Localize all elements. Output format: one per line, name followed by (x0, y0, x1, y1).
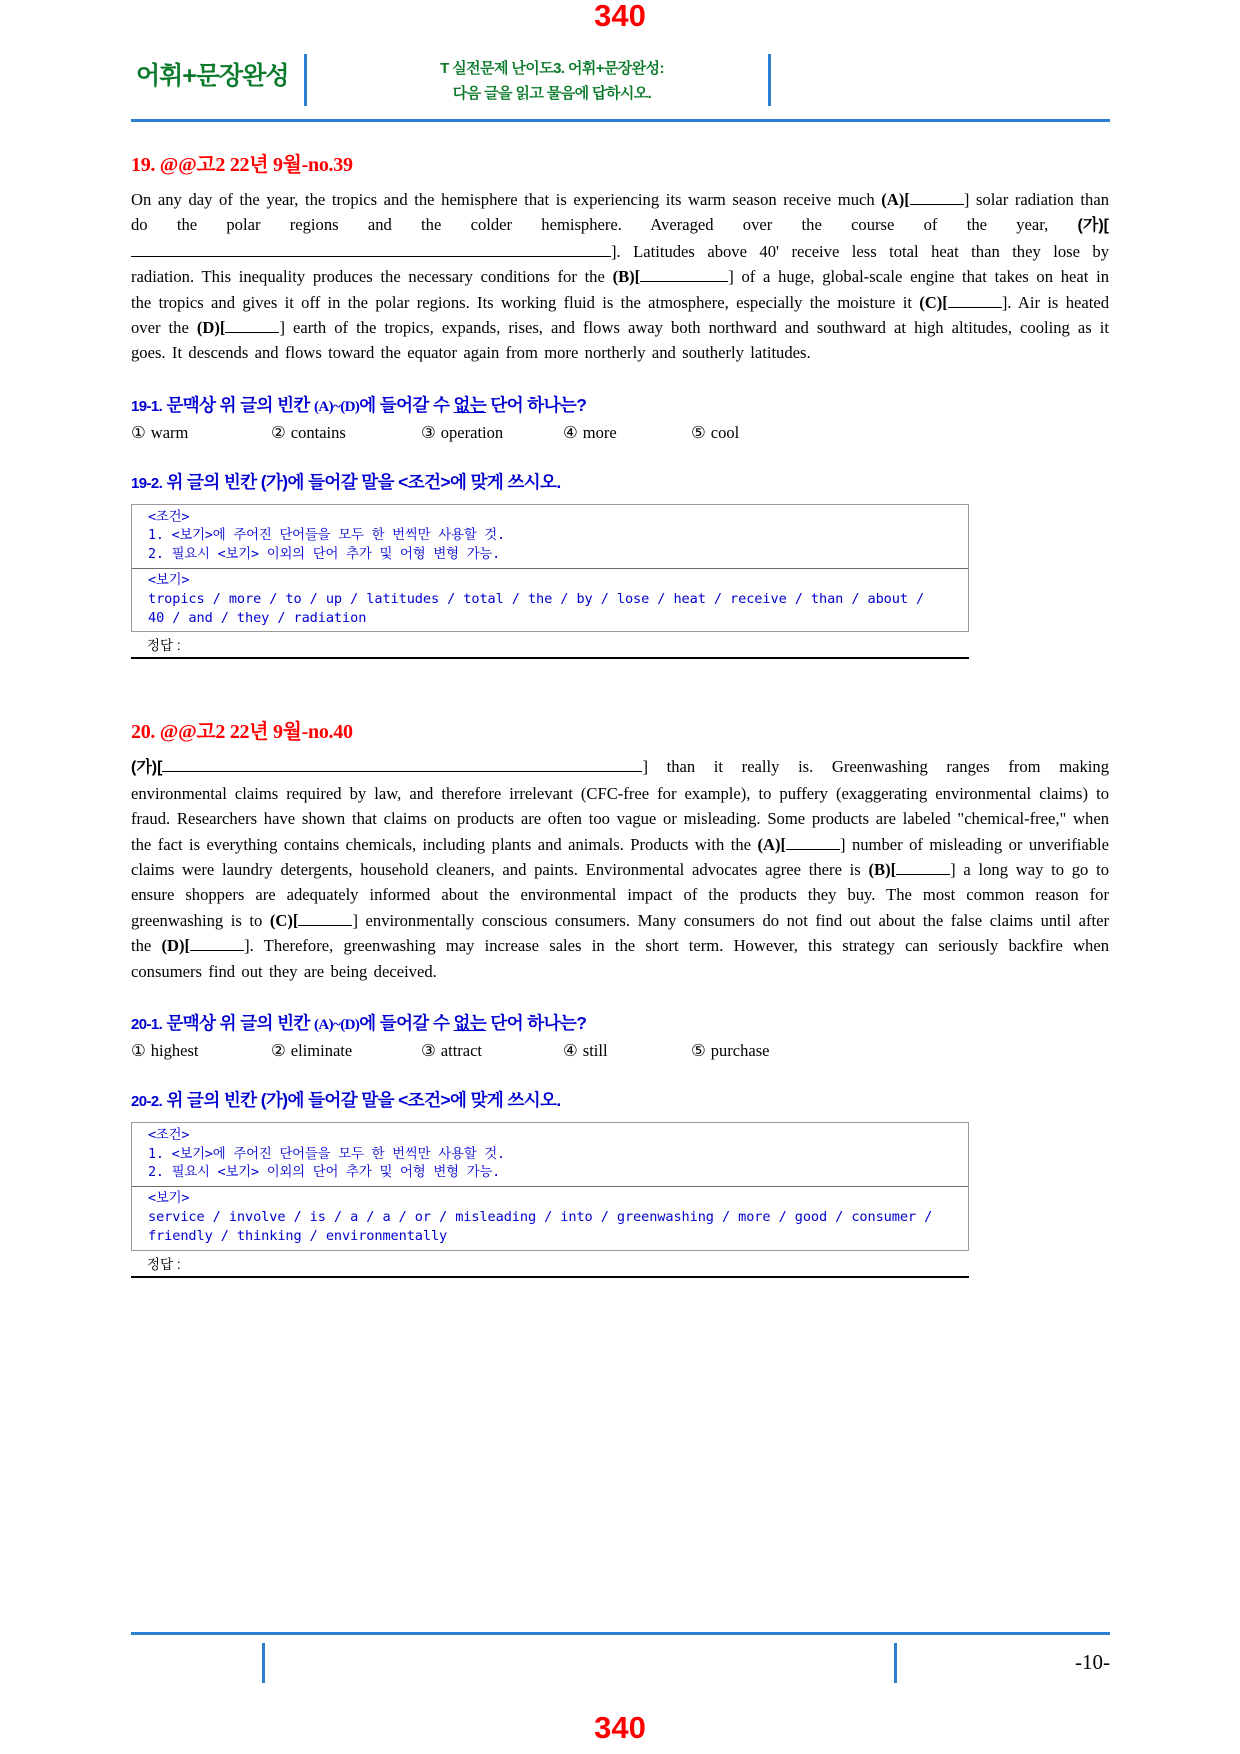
choice-1-label: warm (150, 422, 189, 442)
header-instruction-line1: T 실전문제 난이도3. 어휘+문장완성: (440, 60, 664, 77)
question-19-1-text-mid: 에 들어갈 수 (359, 394, 454, 415)
answer-blank[interactable] (131, 243, 611, 257)
question-20-2-condition-box (131, 1122, 969, 1251)
answer-blank[interactable] (225, 319, 279, 333)
choice-4-number: ④ (563, 422, 578, 442)
choice-1[interactable] (131, 1041, 271, 1061)
choice-1[interactable] (131, 423, 271, 443)
question-20-1-text-after: 단어 하나는? (486, 1013, 587, 1034)
choice-2-label: contains (290, 422, 346, 442)
choice-4[interactable] (563, 423, 691, 443)
bogi-word-list: service / involve / is / a / a / or / misleading / into / greenwashing / more / good / consumer / friendly / thinking / environmentally (148, 1209, 933, 1245)
question-19-1-choices (131, 423, 1109, 443)
answer-blank[interactable] (162, 758, 642, 772)
question-19-1-underlined: 없는 (453, 394, 487, 415)
choice-1-number: ① (131, 422, 146, 442)
condition-item-2: 2. 필요시 <보기> 이외의 단어 추가 및 어형 변형 가능. (148, 547, 501, 563)
choice-5-label: cool (710, 422, 740, 442)
question-19-2-text: 위 글의 빈칸 (가)에 들어갈 말을 <조건>에 맞게 쓰시오. (166, 471, 561, 492)
choice-3-number: ③ (421, 422, 436, 442)
choice-5[interactable] (691, 423, 811, 443)
question-19-passage: On any day of the year, the tropics and the hemisphere that is experiencing its warm season receive much (A)[ ] solar radiation than do the polar regions and the colder hemisphere. Averaged over the course of the year, (가)[]. Latitudes above 40' receive less total heat than they lose by radiation. This inequality produces the necessary conditions for the (B)[ ] of a huge, global-scale engine that takes on heat in the tropics and gives it off in the polar regions. Its working fluid is the atmosphere, especially the moisture it (C)[ ]. Air is heated over the (D)[ ] earth of the tropics, expands, rises, and flows away both northward and southward at high altitudes, cooling as it goes. It descends and flows toward the equator again from more northerly and southerly latitudes. (131, 190, 1110, 363)
condition-section (132, 1123, 968, 1187)
choice-2-label: eliminate (290, 1041, 353, 1061)
choice-3-label: attract (440, 1041, 483, 1061)
question-20-1-number: 20-1. (131, 1016, 163, 1034)
choice-5-label: purchase (710, 1041, 770, 1061)
bogi-title: <보기> (148, 1190, 190, 1206)
content-area (131, 148, 1109, 1278)
header-instruction-line2: 다음 글을 읽고 물음에 답하시오. (452, 85, 652, 102)
question-19-2-condition-box (131, 504, 969, 633)
answer-blank[interactable] (896, 861, 950, 875)
question-20-1-text-before: 문맥상 위 글의 빈칸 (166, 1013, 314, 1034)
bogi-word-list: tropics / more / to / up / latitudes / total / the / by / lose / heat / receive / than / about / 40 / and / they / radiation (148, 591, 925, 626)
question-block-20 (131, 715, 1109, 1277)
choice-2[interactable] (271, 1041, 421, 1061)
bottom-page-number: 340 (594, 1710, 646, 1745)
condition-title: <조건> (148, 509, 190, 525)
question-20-2-answer-row[interactable] (131, 1251, 969, 1278)
question-19-2-answer-row[interactable] (131, 632, 969, 659)
choice-2-number: ② (271, 422, 286, 442)
condition-item-2: 2. 필요시 <보기> 이외의 단어 추가 및 어형 변형 가능. (148, 1165, 501, 1181)
answer-blank[interactable] (948, 294, 1002, 308)
question-20-passage: (가)[ ] than it really is. Greenwashing ranges from making environmental claims required by law, and therefore irrelevant (CFC-free for example), to puffery (exaggerating environmental claims) to fraud. Researchers have shown that claims on products are often too vague or misleading. Some products are labeled "chemical-free," when the fact is everything contains chemicals, including plants and animals. Products with the (A)[ ] number of misleading or unverifiable claims were laundry detergents, household cleaners, and paints. Environmental advocates agree there is (B)[ ] a long way to go to ensure shoppers are adequately informed about the environmental impact of the products they buy. The most common reason for greenwashing is to (C)[ ] environmentally conscious consumers. Many consumers do not find out about the false claims until after the (D)[ ]. Therefore, greenwashing may increase sales in the short term. However, this strategy can seriously backfire when consumers find out they are being deceived. (131, 757, 1109, 981)
blank-label: (D)[ (196, 318, 226, 338)
footer-page-label: -10- (1075, 1650, 1110, 1674)
blank-label: (D)[ (161, 936, 191, 956)
question-20-1-prompt (131, 1010, 1109, 1035)
question-19-1-ref: (A)~(D) (313, 398, 360, 415)
header-subject-title: 어휘+문장완성 (136, 62, 289, 90)
page-header (132, 48, 1108, 116)
footer-rule (131, 1632, 1110, 1635)
question-20-2-number: 20-2. (131, 1093, 163, 1111)
choice-2-number: ② (271, 1041, 286, 1061)
choice-4[interactable] (563, 1041, 691, 1061)
ga-blank-label: (가)[ (131, 759, 163, 777)
footer-tick-left (262, 1643, 265, 1683)
header-divider-left (304, 54, 307, 106)
condition-title: <조건> (148, 1128, 190, 1144)
choice-3[interactable] (421, 1041, 563, 1061)
answer-blank[interactable] (298, 912, 352, 926)
choice-5-number: ⑤ (691, 1041, 706, 1061)
bogi-section (132, 569, 968, 632)
choice-1-number: ① (131, 1041, 146, 1061)
choice-4-label: more (582, 422, 617, 442)
question-19-2-number: 19-2. (131, 474, 163, 492)
choice-4-label: still (582, 1041, 608, 1061)
question-20-heading: 20. @@고2 22년 9월-no.40 (131, 721, 353, 744)
block-spacer (131, 659, 1109, 715)
blank-label: (B)[ (612, 267, 641, 287)
question-20-2-prompt (131, 1087, 1109, 1112)
header-instruction (342, 56, 762, 106)
blank-label: (B)[ (868, 860, 897, 880)
ga-blank-label: (가)[ (1077, 217, 1109, 235)
question-19-2-prompt (131, 469, 1109, 494)
choice-4-number: ④ (563, 1041, 578, 1061)
answer-blank[interactable] (786, 836, 840, 850)
bogi-section (132, 1187, 968, 1250)
blank-label: (C)[ (269, 910, 299, 930)
question-19-1-text-before: 문맥상 위 글의 빈칸 (166, 394, 314, 415)
top-page-number: 340 (594, 0, 646, 33)
choice-3-label: operation (440, 422, 504, 442)
choice-3[interactable] (421, 423, 563, 443)
question-20-2-text: 위 글의 빈칸 (가)에 들어갈 말을 <조건>에 맞게 쓰시오. (166, 1090, 561, 1111)
header-rule (131, 119, 1110, 122)
bogi-title: <보기> (148, 572, 190, 588)
choice-5-number: ⑤ (691, 422, 706, 442)
condition-item-1: 1. <보기>에 주어진 단어들을 모두 한 번씩만 사용할 것. (148, 528, 505, 544)
choice-1-label: highest (150, 1041, 199, 1061)
question-block-19 (131, 148, 1109, 659)
answer-blank[interactable] (910, 191, 964, 205)
question-19-1-text-after: 단어 하나는? (486, 394, 587, 415)
question-20-1-choices (131, 1041, 1109, 1061)
question-19-heading: 19. @@고2 22년 9월-no.39 (131, 154, 353, 176)
condition-section (132, 505, 968, 569)
header-divider-right (768, 54, 771, 106)
footer-tick-right (894, 1643, 897, 1683)
answer-blank[interactable] (640, 268, 728, 282)
question-19-1-number: 19-1. (131, 397, 163, 415)
question-20-1-underlined: 없는 (453, 1013, 487, 1034)
choice-3-number: ③ (421, 1041, 436, 1061)
question-20-1-ref: (A)~(D) (313, 1017, 360, 1034)
choice-5[interactable] (691, 1041, 811, 1061)
question-20-1-text-mid: 에 들어갈 수 (359, 1013, 454, 1034)
blank-label: (C)[ (919, 292, 948, 312)
choice-2[interactable] (271, 423, 421, 443)
answer-label: 정답 : (147, 638, 181, 654)
question-19-1-prompt (131, 392, 1109, 417)
answer-blank[interactable] (190, 937, 244, 951)
answer-label: 정답 : (147, 1256, 181, 1272)
condition-item-1: 1. <보기>에 주어진 단어들을 모두 한 번씩만 사용할 것. (148, 1146, 505, 1162)
blank-label: (A)[ (757, 834, 786, 854)
blank-label: (A)[ (881, 190, 910, 209)
